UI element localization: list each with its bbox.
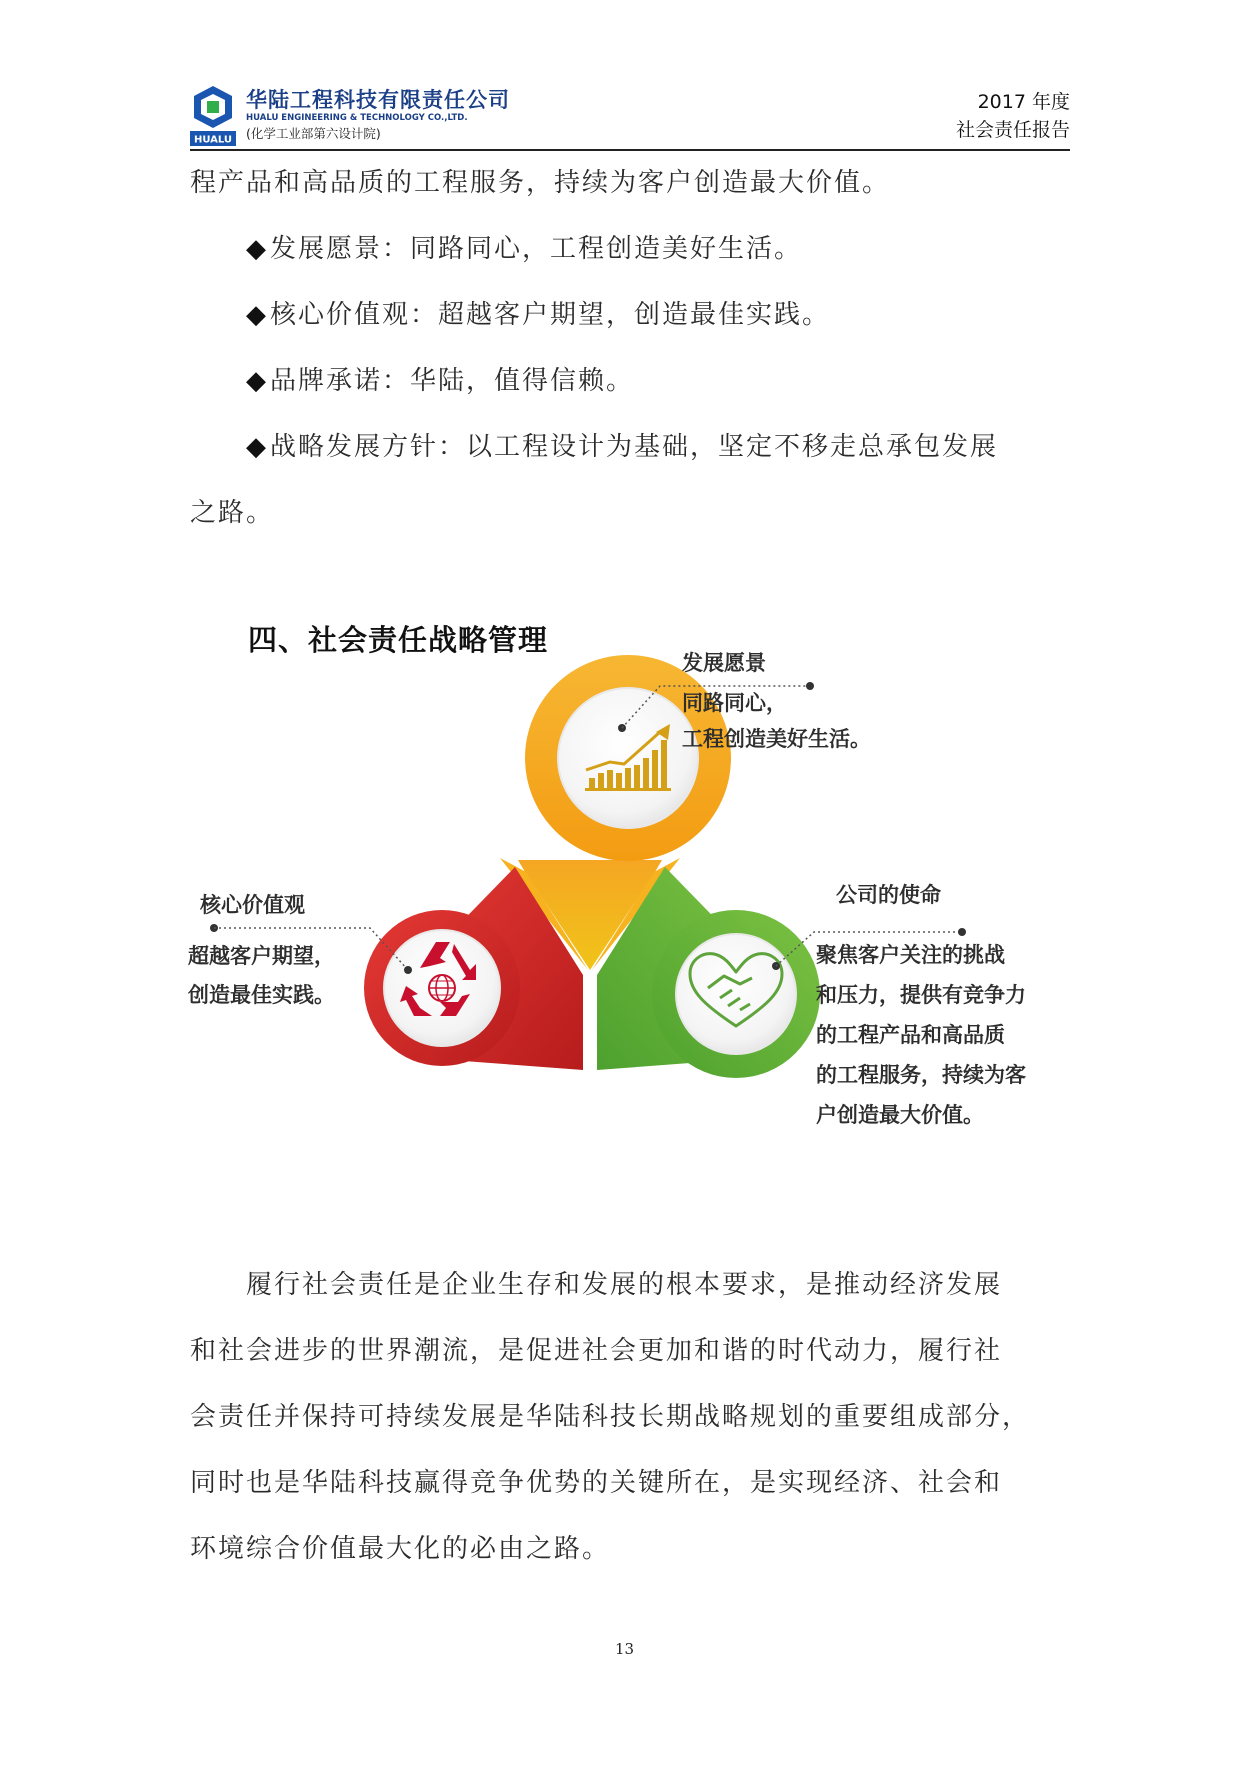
bullet-diamond-icon: ◆ bbox=[246, 366, 268, 396]
bullet-strategy-wrap: 之路。 bbox=[190, 498, 275, 528]
bullet-brand bbox=[190, 348, 1060, 414]
bullet-diamond-icon: ◆ bbox=[246, 300, 268, 330]
body-line-1: 履行社会责任是企业生存和发展的根本要求，是推动经济发展 bbox=[246, 1270, 1003, 1300]
values-title: 核心价值观 bbox=[200, 893, 305, 917]
report-year: 2017 年度 bbox=[977, 91, 1070, 113]
bullet-vision bbox=[190, 216, 1060, 282]
body-line-3: 会责任并保持可持续发展是华陆科技长期战略规划的重要组成部分， bbox=[190, 1402, 1031, 1432]
report-title: 社会责任报告 bbox=[955, 119, 1070, 141]
mission-line-4: 的工程服务，持续为客 bbox=[816, 1063, 1026, 1087]
hualu-logo bbox=[190, 84, 236, 146]
values-line-2: 创造最佳实践。 bbox=[188, 983, 335, 1007]
bullet-strategy bbox=[190, 414, 1060, 480]
vision-title: 发展愿景 bbox=[682, 651, 766, 675]
mission-line-3: 的工程产品和高品质 bbox=[816, 1023, 1005, 1047]
vision-line-1: 同路同心， bbox=[682, 691, 787, 715]
body-line-4: 同时也是华陆科技赢得竞争优势的关键所在，是实现经济、社会和 bbox=[190, 1468, 1003, 1498]
body-line-2: 和社会进步的世界潮流，是促进社会更加和谐的时代动力，履行社 bbox=[190, 1336, 1003, 1366]
mission-line-1: 聚焦客户关注的挑战 bbox=[816, 943, 1005, 967]
bullet-text: 核心价值观：超越客户期望，创造最佳实践。 bbox=[270, 300, 831, 330]
bullet-values bbox=[190, 282, 1060, 348]
mission-title: 公司的使命 bbox=[836, 883, 941, 907]
mission-line-5: 户创造最大价值。 bbox=[816, 1103, 984, 1127]
company-block bbox=[246, 88, 510, 143]
mission-circle bbox=[652, 910, 820, 1078]
vision-line-2: 工程创造美好生活。 bbox=[682, 727, 871, 751]
bullet-diamond-icon: ◆ bbox=[246, 234, 268, 264]
bullet-text: 战略发展方针：以工程设计为基础，坚定不移走总承包发展 bbox=[270, 432, 999, 462]
company-subtitle: (化学工业部第六设计院) bbox=[246, 126, 381, 141]
bullet-diamond-icon: ◆ bbox=[246, 432, 268, 462]
body-line-5: 环境综合价值最大化的必由之路。 bbox=[190, 1534, 611, 1564]
values-line-1: 超越客户期望， bbox=[188, 944, 335, 968]
mission-line-2: 和压力，提供有竞争力 bbox=[816, 983, 1026, 1007]
company-name-en: HUALU ENGINEERING & TECHNOLOGY CO.,LTD. bbox=[246, 113, 468, 123]
strategy-diagram bbox=[180, 640, 1160, 1200]
bullet-text: 品牌承诺：华陆，值得信赖。 bbox=[270, 366, 635, 396]
intro-continuation: 程产品和高品质的工程服务，持续为客户创造最大价值。 bbox=[190, 168, 891, 198]
section-title: 四、社会责任战略管理 bbox=[248, 623, 549, 657]
bullet-text: 发展愿景：同路同心，工程创造美好生活。 bbox=[270, 234, 803, 264]
page-number: 13 bbox=[614, 1640, 635, 1658]
page-header bbox=[190, 84, 1070, 148]
logo-text: HUALU bbox=[193, 134, 233, 146]
company-name-cn: 华陆工程科技有限责任公司 bbox=[246, 88, 510, 112]
